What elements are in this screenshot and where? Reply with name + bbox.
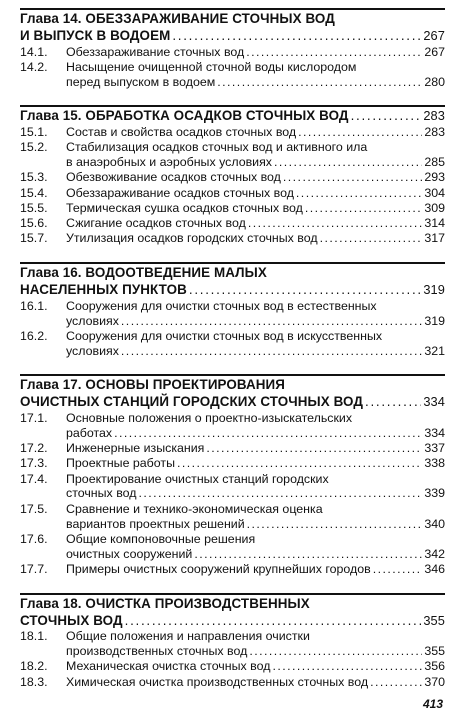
chapter-title-line	[20, 393, 445, 410]
section-title	[66, 45, 445, 60]
section-title-line	[66, 441, 445, 456]
section-title-text: Проектные работы	[66, 456, 175, 471]
dot-leader	[320, 231, 423, 243]
dot-leader	[247, 517, 423, 529]
section-title	[66, 441, 445, 456]
section-title-line	[66, 411, 445, 426]
toc-entry	[20, 186, 445, 201]
section-number: 15.3.	[20, 170, 48, 185]
section-title-line	[66, 675, 445, 690]
section-page-number: 355	[424, 644, 445, 659]
section-page-number: 283	[424, 124, 445, 139]
toc-entry	[20, 659, 445, 674]
section-number: 17.7.	[20, 561, 48, 576]
section-title	[66, 299, 445, 329]
chapter-page-number: 355	[423, 612, 445, 628]
section-title-line	[66, 659, 445, 674]
section-title-line	[66, 125, 445, 140]
dot-leader	[249, 644, 422, 656]
chapter-page-number: 267	[423, 28, 445, 43]
section-title-text: сточных вод	[66, 486, 137, 501]
section-page-number: 370	[424, 674, 445, 689]
section-number: 15.7.	[20, 231, 48, 246]
toc-entry	[20, 472, 445, 502]
chapter-title-line	[20, 612, 445, 629]
section-number: 17.2.	[20, 441, 48, 456]
section-title-line	[66, 502, 445, 517]
section-title-line	[66, 426, 445, 441]
dot-leader	[177, 456, 422, 468]
chapter-block	[20, 8, 445, 89]
dot-leader	[172, 27, 421, 40]
section-page-number: 314	[424, 216, 445, 231]
section-title	[66, 532, 445, 562]
dot-leader	[296, 186, 422, 198]
toc-entry	[20, 201, 445, 216]
dot-leader	[138, 486, 422, 498]
toc-entry	[20, 60, 445, 90]
section-title	[66, 456, 445, 471]
toc-entry	[20, 532, 445, 562]
section-number: 17.1.	[20, 410, 48, 425]
dot-leader	[283, 170, 422, 182]
section-number: 17.3.	[20, 456, 48, 471]
dot-leader	[121, 314, 422, 326]
section-title-text: Обеззараживание сточных вод	[66, 44, 245, 59]
section-number: 17.4.	[20, 471, 48, 486]
section-title-line	[66, 140, 445, 155]
section-title	[66, 629, 445, 659]
chapter-title-text: Глава 14. ОБЕЗЗАРАЖИВАНИЕ СТОЧНЫХ ВОД	[20, 11, 335, 26]
section-title	[66, 60, 445, 90]
section-page-number: 339	[424, 486, 445, 501]
toc-entry	[20, 502, 445, 532]
section-title	[66, 472, 445, 502]
section-title-text: в анаэробных и аэробных условиях	[66, 154, 273, 169]
section-page-number: 337	[424, 441, 445, 456]
chapter-title-line	[20, 8, 445, 27]
section-number: 16.2.	[20, 328, 48, 343]
section-title-line	[66, 629, 445, 644]
dot-leader	[370, 675, 422, 687]
section-number: 15.5.	[20, 200, 48, 215]
chapter-title-line	[20, 262, 445, 281]
toc-entry	[20, 45, 445, 60]
dot-leader	[365, 393, 421, 406]
section-page-number: 321	[424, 343, 445, 358]
section-title-line	[66, 547, 445, 562]
section-page-number: 309	[424, 200, 445, 215]
section-number: 15.2.	[20, 140, 48, 155]
section-title-line	[66, 472, 445, 487]
section-page-number: 304	[424, 185, 445, 200]
chapter-title-text: НАСЕЛЕННЫХ ПУНКТОВ	[20, 282, 187, 298]
section-page-number: 317	[424, 231, 445, 246]
section-title-line	[66, 314, 445, 329]
section-title-text: Сооружения для очистки сточных вод в искусственных	[66, 328, 383, 343]
section-number: 18.2.	[20, 659, 48, 674]
dot-leader	[189, 281, 421, 294]
toc-entry	[20, 562, 445, 577]
section-title	[66, 411, 445, 441]
section-title-text: Основные положения о проектно-изыскательских	[66, 410, 353, 425]
toc-entry	[20, 299, 445, 329]
dot-leader	[305, 201, 422, 213]
toc-entry	[20, 456, 445, 471]
section-page-number: 267	[424, 44, 445, 59]
section-title-text: Проектирование очистных станций городских	[66, 471, 329, 486]
section-title-line	[66, 186, 445, 201]
section-page-number: 356	[424, 659, 445, 674]
section-title	[66, 125, 445, 140]
section-title	[66, 659, 445, 674]
section-number: 16.1.	[20, 298, 48, 313]
chapter-title-text: Глава 15. ОБРАБОТКА ОСАДКОВ СТОЧНЫХ ВОД	[20, 108, 349, 124]
section-title-line	[66, 60, 445, 75]
chapter-title-text: СТОЧНЫХ ВОД	[20, 612, 123, 628]
section-page-number: 338	[424, 456, 445, 471]
section-title-line	[66, 344, 445, 359]
toc-entry	[20, 125, 445, 140]
toc-entry	[20, 170, 445, 185]
section-number: 18.1.	[20, 629, 48, 644]
chapter-page-number: 283	[423, 108, 445, 124]
chapter-title-line	[20, 374, 445, 393]
section-title-line	[66, 75, 445, 90]
chapter-title-text: Глава 17. ОСНОВЫ ПРОЕКТИРОВАНИЯ	[20, 377, 286, 393]
section-title	[66, 231, 445, 246]
section-number: 18.3.	[20, 674, 48, 689]
dot-leader	[248, 216, 422, 228]
dot-leader	[373, 562, 423, 574]
section-title-line	[66, 562, 445, 577]
chapter-title-text: И ВЫПУСК В ВОДОЕМ	[20, 28, 171, 43]
section-title-text: Обезвоживание осадков сточных вод	[66, 170, 281, 185]
section-number: 15.6.	[20, 216, 48, 231]
section-title	[66, 186, 445, 201]
chapter-block	[20, 105, 445, 246]
section-title-line	[66, 532, 445, 547]
section-page-number: 346	[424, 561, 445, 576]
dot-leader	[121, 344, 422, 356]
section-title	[66, 562, 445, 577]
section-title-line	[66, 329, 445, 344]
section-title	[66, 140, 445, 170]
dot-leader	[272, 659, 422, 671]
toc-entry	[20, 329, 445, 359]
dot-leader	[125, 612, 422, 625]
section-title	[66, 170, 445, 185]
section-page-number: 285	[424, 154, 445, 169]
section-title	[66, 216, 445, 231]
section-title-text: производственных сточных вод	[66, 644, 248, 659]
section-title-line	[66, 456, 445, 471]
section-title-line	[66, 45, 445, 60]
toc-entry	[20, 231, 445, 246]
chapter-page-number: 334	[423, 394, 445, 410]
section-title-text: вариантов проектных решений	[66, 516, 245, 531]
section-title-text: Состав и свойства осадков сточных вод	[66, 124, 297, 139]
toc-entry	[20, 140, 445, 170]
section-title-text: Инженерные изыскания	[66, 441, 205, 456]
toc-entry	[20, 675, 445, 690]
chapter-page-number: 319	[423, 282, 445, 298]
chapter-block	[20, 593, 445, 690]
chapter-title-line	[20, 593, 445, 612]
section-page-number: 340	[424, 516, 445, 531]
chapter-title-text: Глава 18. ОЧИСТКА ПРОИЗВОДСТВЕННЫХ	[20, 595, 310, 611]
section-title-text: Утилизация осадков городских сточных вод	[66, 231, 318, 246]
section-title	[66, 675, 445, 690]
chapter-title-text: ОЧИСТНЫХ СТАНЦИЙ ГОРОДСКИХ СТОЧНЫХ ВОД	[20, 394, 363, 410]
table-of-contents	[20, 8, 445, 705]
section-title-line	[66, 299, 445, 314]
section-number: 15.4.	[20, 185, 48, 200]
section-title-text: Обеззараживание осадков сточных вод	[66, 185, 294, 200]
chapter-block	[20, 374, 445, 576]
section-title-text: работах	[66, 425, 113, 440]
dot-leader	[206, 441, 422, 453]
section-title-text: Примеры очистных сооружений крупнейших городов	[66, 561, 371, 576]
section-title-line	[66, 644, 445, 659]
section-title-text: Термическая сушка осадков сточных вод	[66, 200, 303, 215]
dot-leader	[351, 107, 422, 120]
chapter-title-text: Глава 16. ВОДООТВЕДЕНИЕ МАЛЫХ	[20, 265, 267, 281]
toc-entry	[20, 411, 445, 441]
toc-entry	[20, 441, 445, 456]
dot-leader	[114, 426, 422, 438]
section-number: 17.5.	[20, 501, 48, 516]
dot-leader	[217, 75, 422, 87]
section-title	[66, 502, 445, 532]
dot-leader	[298, 125, 422, 137]
section-number: 14.1.	[20, 44, 48, 59]
section-title	[66, 201, 445, 216]
section-number: 17.6.	[20, 531, 48, 546]
toc-entry	[20, 629, 445, 659]
section-title-line	[66, 231, 445, 246]
section-page-number: 334	[424, 425, 445, 440]
dot-leader	[246, 45, 422, 57]
chapter-title-line	[20, 105, 445, 124]
section-title-text: условиях	[66, 343, 119, 358]
section-title-line	[66, 216, 445, 231]
section-title-text: Насыщение очищенной сточной воды кислородом	[66, 59, 357, 74]
dot-leader	[194, 547, 422, 559]
section-title	[66, 329, 445, 359]
section-title-line	[66, 201, 445, 216]
section-title-text: очистных сооружений	[66, 546, 193, 561]
section-title-line	[66, 517, 445, 532]
section-number: 14.2.	[20, 59, 48, 74]
section-title-text: Механическая очистка сточных вод	[66, 659, 271, 674]
section-page-number: 280	[424, 74, 445, 89]
chapter-title-line	[20, 27, 445, 44]
section-number: 15.1.	[20, 124, 48, 139]
section-page-number: 342	[424, 546, 445, 561]
section-title-line	[66, 170, 445, 185]
section-title-text: условиях	[66, 313, 119, 328]
section-title-text: перед выпуском в водоем	[66, 74, 216, 89]
section-title-line	[66, 486, 445, 501]
dot-leader	[274, 155, 422, 167]
section-title-text: Общие положения и направления очистки	[66, 629, 310, 644]
section-title-text: Общие компоновочные решения	[66, 531, 256, 546]
section-title-text: Стабилизация осадков сточных вод и активного ила	[66, 140, 368, 155]
section-title-text: Химическая очистка производственных сточных вод	[66, 674, 369, 689]
section-title-text: Сооружения для очистки сточных вод в естественных	[66, 298, 377, 313]
page-number: 413	[423, 697, 444, 711]
section-title-line	[66, 155, 445, 170]
chapter-title-line	[20, 281, 445, 298]
section-page-number: 293	[424, 170, 445, 185]
section-page-number: 319	[424, 313, 445, 328]
toc-entry	[20, 216, 445, 231]
section-title-text: Сжигание осадков сточных вод	[66, 216, 246, 231]
chapter-block	[20, 262, 445, 358]
section-title-text: Сравнение и технико-экономическая оценка	[66, 501, 323, 516]
